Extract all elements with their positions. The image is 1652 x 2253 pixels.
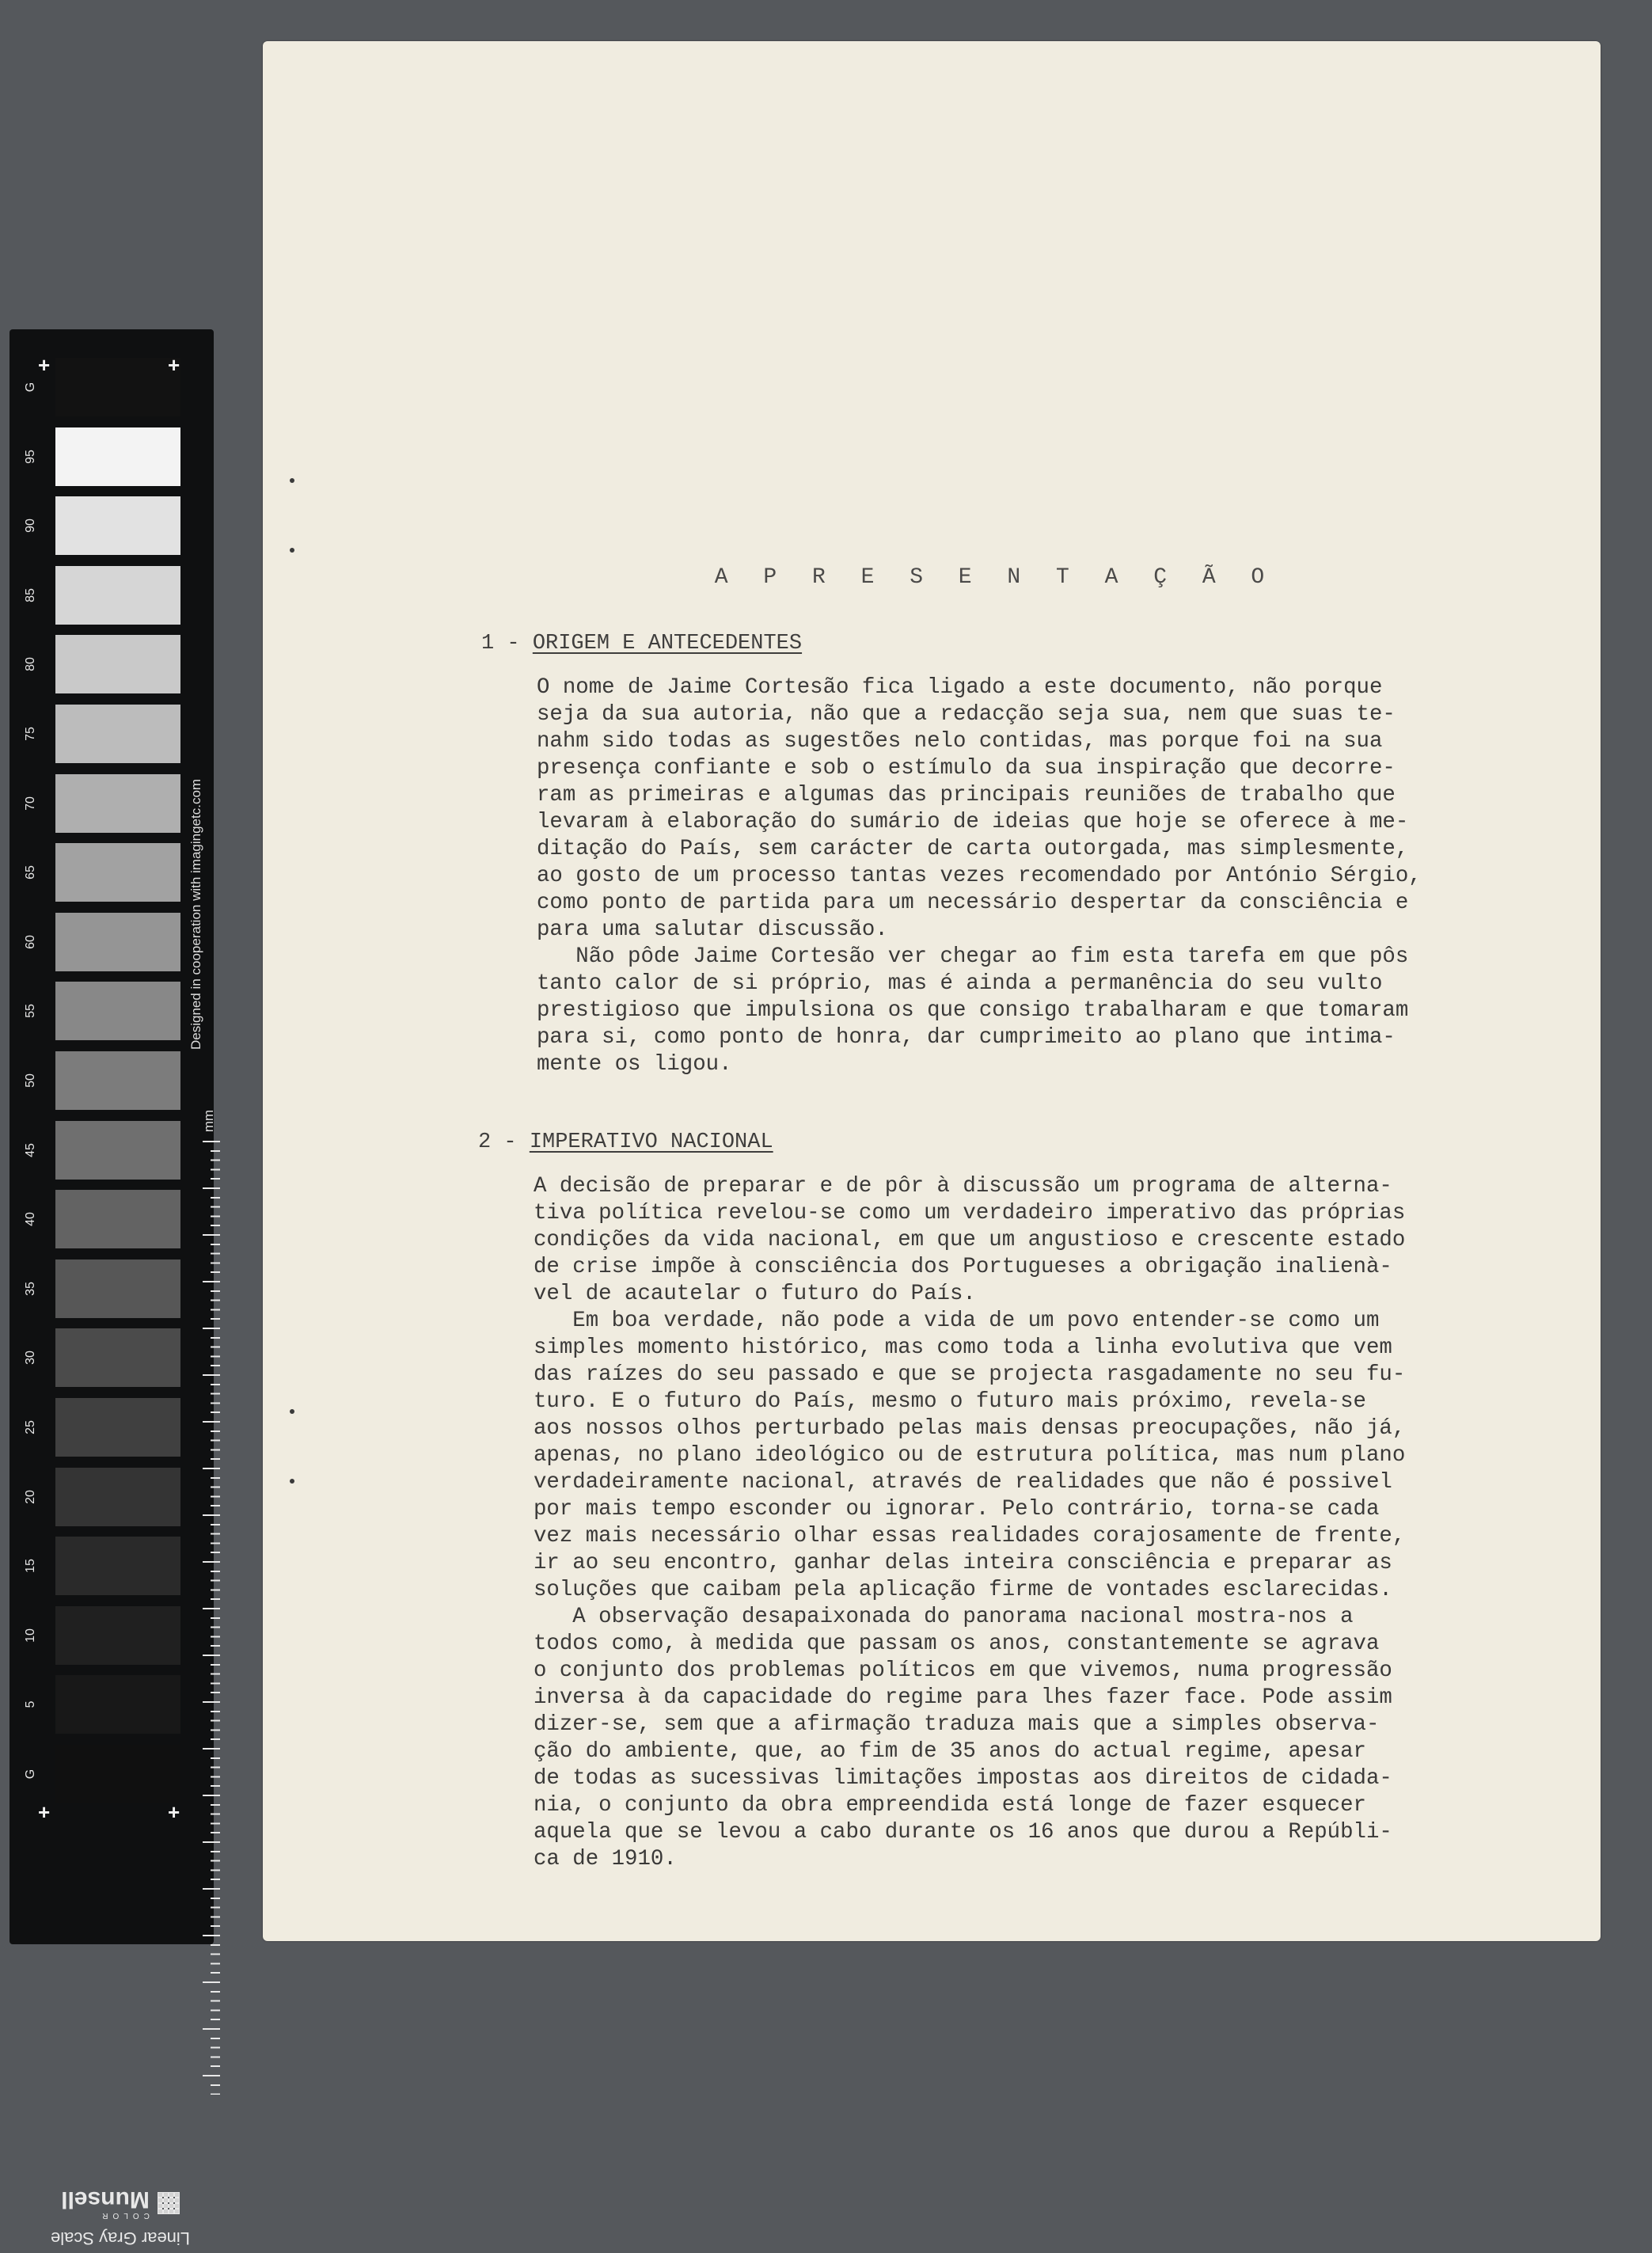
text-line: O nome de Jaime Cortesão fica ligado a este documento, não porque bbox=[537, 675, 1383, 700]
text-line: inversa à da capacidade do regime para lhes fazer face. Pode assim bbox=[534, 1685, 1392, 1710]
scale-label: 10 bbox=[24, 1628, 37, 1643]
text-line: mente os ligou. bbox=[537, 1052, 732, 1077]
scale-label: 95 bbox=[24, 449, 37, 464]
section-2-number: 2 - bbox=[478, 1130, 517, 1154]
text-line: A decisão de preparar e de pôr à discussão um programa de alterna- bbox=[534, 1174, 1392, 1199]
gray-patch bbox=[55, 1051, 180, 1110]
munsell-logo-icon bbox=[158, 2193, 180, 2215]
text-line: A observação desapaixonada do panorama nacional mostra-nos a bbox=[534, 1605, 1354, 1629]
gray-patch bbox=[55, 705, 180, 763]
text-line: condições da vida nacional, em que um angustioso e crescente estado bbox=[534, 1228, 1406, 1252]
gray-patch bbox=[55, 1259, 180, 1318]
gray-patch bbox=[55, 1745, 180, 1803]
text-line: presença confiante e sob o estímulo da sua inspiração que decorre- bbox=[537, 756, 1396, 781]
text-line: ca de 1910. bbox=[534, 1847, 677, 1871]
gray-patch bbox=[55, 1398, 180, 1457]
scale-label: 35 bbox=[24, 1281, 37, 1296]
text-line: ditação do País, sem carácter de carta outorgada, mas simplesmente, bbox=[537, 837, 1409, 861]
scale-label: 25 bbox=[24, 1420, 37, 1434]
scale-label: 85 bbox=[24, 587, 37, 602]
gray-patch bbox=[55, 635, 180, 693]
plus-mark: + bbox=[38, 353, 51, 377]
scale-label: 20 bbox=[24, 1489, 37, 1504]
text-line: verdadeiramente nacional, através de realidades que não é possivel bbox=[534, 1470, 1392, 1495]
section-2-title: IMPERATIVO NACIONAL bbox=[529, 1130, 773, 1154]
scale-label: 5 bbox=[24, 1700, 37, 1708]
designed-by-text: Designed in cooperation with imagingetc.com bbox=[188, 778, 203, 1050]
text-line: Em boa verdade, não pode a vida de um povo entender-se como um bbox=[534, 1309, 1380, 1333]
gray-patch bbox=[55, 427, 180, 486]
section-1-heading bbox=[481, 632, 802, 655]
gray-patch bbox=[55, 843, 180, 902]
gray-patch bbox=[55, 982, 180, 1040]
text-line: o conjunto dos problemas políticos em que vivemos, numa progressão bbox=[534, 1658, 1392, 1683]
scale-label: 80 bbox=[24, 657, 37, 672]
gray-patch bbox=[55, 1328, 180, 1387]
gray-patch bbox=[55, 913, 180, 971]
punch-mark bbox=[290, 548, 294, 553]
page-title: A P R E S E N T A Ç Ã O bbox=[714, 565, 1276, 590]
footer-title: Linear Gray Scale bbox=[50, 2228, 191, 2248]
scale-label: G bbox=[24, 382, 37, 393]
plus-mark: + bbox=[168, 1800, 180, 1824]
section-1-title: ORIGEM E ANTECEDENTES bbox=[532, 632, 803, 655]
scale-label: 45 bbox=[24, 1142, 37, 1157]
punch-mark bbox=[290, 1479, 294, 1484]
scale-label: 65 bbox=[24, 865, 37, 880]
text-line: levaram à elaboração do sumário de ideias que hoje se oferece à me- bbox=[537, 810, 1409, 834]
text-line: aos nossos olhos perturbado pelas mais densas preocupações, não já, bbox=[534, 1416, 1406, 1441]
scale-label: 50 bbox=[24, 1073, 37, 1088]
gray-patch bbox=[55, 1468, 180, 1526]
typed-page bbox=[263, 41, 1601, 1941]
brand-sub: COLOR bbox=[97, 2211, 150, 2220]
text-line: ram as primeiras e algumas das principais reuniões de trabalho que bbox=[537, 783, 1396, 807]
gray-patch bbox=[55, 1121, 180, 1180]
scale-label: 70 bbox=[24, 796, 37, 811]
text-line: vel de acautelar o futuro do País. bbox=[534, 1282, 976, 1306]
text-line: ir ao seu encontro, ganhar delas inteira consciência e preparar as bbox=[534, 1551, 1392, 1575]
card-footer bbox=[41, 2174, 199, 2253]
text-line: tiva política revelou-se como um verdadeiro imperativo das próprias bbox=[534, 1201, 1406, 1225]
mm-label: mm bbox=[201, 1109, 217, 1133]
section-1-body bbox=[537, 674, 1422, 1078]
gray-patch bbox=[55, 1537, 180, 1595]
punch-mark bbox=[290, 478, 294, 483]
text-line: apenas, no plano ideológico ou de estrutura política, mas num plano bbox=[534, 1443, 1406, 1468]
text-line: tanto calor de si próprio, mas é ainda a permanência do seu vulto bbox=[537, 971, 1383, 996]
section-2-heading bbox=[478, 1130, 773, 1154]
text-line: turo. E o futuro do País, mesmo o futuro mais próximo, revela-se bbox=[534, 1389, 1366, 1414]
gray-patch bbox=[55, 566, 180, 625]
scale-label: 75 bbox=[24, 727, 37, 741]
section-1-number: 1 - bbox=[481, 632, 520, 655]
scale-label: 30 bbox=[24, 1351, 37, 1366]
gray-patch bbox=[55, 1675, 180, 1734]
plus-mark: + bbox=[168, 353, 180, 377]
scale-label: 40 bbox=[24, 1212, 37, 1227]
scale-label: G bbox=[24, 1769, 37, 1780]
text-line: nahm sido todas as sugestões nelo contidas, mas porque foi na sua bbox=[537, 729, 1383, 754]
plus-mark: + bbox=[38, 1800, 51, 1824]
scale-label: 15 bbox=[24, 1559, 37, 1574]
scale-label: 55 bbox=[24, 1004, 37, 1019]
text-line: para si, como ponto de honra, dar cumprimeito ao plano que intima- bbox=[537, 1025, 1396, 1050]
gray-patch bbox=[55, 774, 180, 833]
scale-label: 90 bbox=[24, 519, 37, 534]
text-line: dizer-se, sem que a afirmação traduza mais que a simples observa- bbox=[534, 1712, 1380, 1737]
text-line: simples momento histórico, mas como toda a linha evolutiva que vem bbox=[534, 1335, 1392, 1360]
text-line: aquela que se levou a cabo durante os 16 anos que durou a Repúbli- bbox=[534, 1820, 1392, 1845]
text-line: como ponto de partida para um necessário despertar da consciência e bbox=[537, 891, 1409, 915]
text-line: ao gosto de um processo tantas vezes recomendado por António Sérgio, bbox=[537, 864, 1422, 888]
text-line: das raízes do seu passado e que se projecta rasgadamente no seu fu- bbox=[534, 1362, 1406, 1387]
scale-label: 60 bbox=[24, 934, 37, 949]
text-line: todos como, à medida que passam os anos, constantemente se agrava bbox=[534, 1632, 1380, 1656]
gray-patch bbox=[55, 496, 180, 555]
brand-row bbox=[41, 2187, 199, 2220]
text-line: prestigioso que impulsiona os que consigo trabalharam e que tomaram bbox=[537, 998, 1409, 1023]
text-line: nia, o conjunto da obra empreendida está longe de fazer esquecer bbox=[534, 1793, 1366, 1818]
text-line: por mais tempo esconder ou ignorar. Pelo contrário, torna-se cada bbox=[534, 1497, 1380, 1522]
text-line: Não pôde Jaime Cortesão ver chegar ao fim esta tarefa em que pôs bbox=[537, 944, 1409, 969]
text-line: ção do ambiente, que, ao fim de 35 anos do actual regime, apesar bbox=[534, 1739, 1366, 1764]
text-line: para uma salutar discussão. bbox=[537, 918, 888, 942]
text-line: soluções que caibam pela aplicação firme de vontades esclarecidas. bbox=[534, 1578, 1392, 1602]
gray-patch bbox=[55, 358, 180, 416]
gray-scale-card bbox=[9, 329, 217, 2248]
gray-patch bbox=[55, 1606, 180, 1665]
brand-block bbox=[61, 2187, 150, 2220]
section-2-body bbox=[534, 1173, 1405, 1873]
text-line: seja da sua autoria, não que a redacção seja sua, nem que suas te- bbox=[537, 702, 1396, 727]
text-line: de todas as sucessivas limitações impostas aos direitos de cidada- bbox=[534, 1766, 1392, 1791]
text-line: de crise impõe à consciência dos Portugueses a obrigação inalienà- bbox=[534, 1255, 1392, 1279]
mm-ruler-major-ticks bbox=[203, 1141, 220, 2095]
punch-mark bbox=[290, 1409, 294, 1414]
gray-patch bbox=[55, 1190, 180, 1248]
brand-name: Munsell bbox=[61, 2187, 150, 2213]
text-line: vez mais necessário olhar essas realidades corajosamente de frente, bbox=[534, 1524, 1406, 1548]
